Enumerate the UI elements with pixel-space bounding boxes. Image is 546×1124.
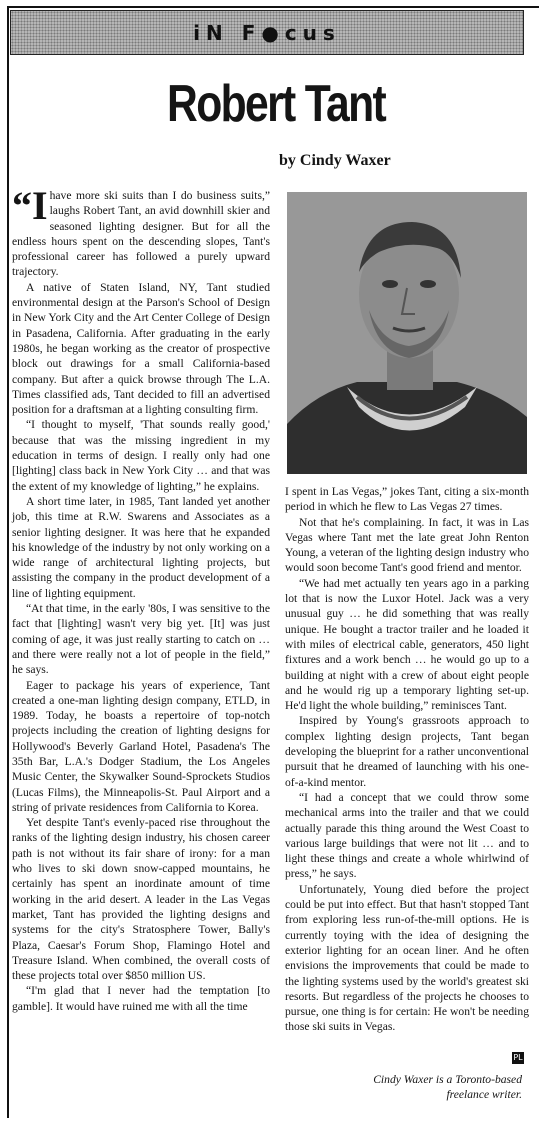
paragraph-text: have more ski suits than I do business suits,” laughs Robert Tant, an avid downhill skier and seasoned lighting designer. But for all the endless hours spent on the descending slopes, Tant's professional career has followed a purely upward trajectory. xyxy=(12,189,270,279)
credit-line: freelance writer. xyxy=(446,1088,522,1101)
author-credit xyxy=(290,1072,522,1102)
paragraph: A native of Staten Island, NY, Tant studied environmental design at the Parson's School of Design in New York City and the Art Center College of Design in Pasadena, California. After graduating in the early 1980s, he began working as the creator of prospective block out drawings for a small California-based company. But after a quick browse through The L.A. Times classified ads, Tant decided to fill an advertised position for a draftsman at a lighting consulting firm. xyxy=(12,280,270,417)
byline: by Cindy Waxer xyxy=(279,152,391,169)
paragraph: Yet despite Tant's evenly-paced rise throughout the ranks of the lighting design industry, his chosen career path is not without its fair share of irony: for a man who lives to ski down snow-capped mountains, he certainly has spent an inordinate amount of time working in the arid desert. A leader in the Las Vegas market, Tant has provided the lighting designs and systems for the city's Stratosphere Tower, Bally's Plaza, Caesar's Forum Shop, Flamingo Hotel and Treasure Island. When combined, the overall costs of these projects total over $850 million US. xyxy=(12,816,270,983)
paragraph-continued: I spent in Las Vegas,” jokes Tant, citing a six-month period in which he flew to Las Vegas 27 times. xyxy=(285,485,529,514)
portrait-photo xyxy=(287,192,527,474)
paragraph: A short time later, in 1985, Tant landed yet another job, this time at R.W. Swarens and Associates as a senior lighting designer. It was here that he expanded his knowledge of the industry by not only working on a wide range of architectural lighting projects, but assisting the company in the product development of a line of lighting equipment. xyxy=(12,494,270,600)
paragraph: Inspired by Young's grassroots approach to complex lighting design projects, Tant began developing the blueprint for a rather unconventional pursuit that he dreamed of launching with his one-of-a-kind mentor. xyxy=(285,714,529,789)
credit-line: Cindy Waxer is a Toronto-based xyxy=(373,1073,522,1086)
paragraph: Eager to package his years of experience, Tant created a one-man lighting design company, ETLD, in 1989. Today, he boasts a repertoire of top-notch projects including the creation of lighting designs for Hollywood's Beverly Garland Hotel, Pasadena's The 35th Bar, L.A.'s Dodger Stadium, the Los Angeles Music Center, the Skywalker Sound-Sprockets Studios (Lucas Films), the Minneapolis-St. Paul Airport and a string of private residences from California to Korea. xyxy=(12,678,270,814)
section-label: iN F●cus xyxy=(193,21,341,45)
paragraph: “I thought to myself, 'That sounds really good,' because that was the missing ingredient in my education in terms of design. I really only had one [lighting] class back in New York City … and that was the extent of my knowledge of lighting,” he explains. xyxy=(12,418,270,493)
paragraph: “I'm glad that I never had the temptation [to gamble]. It would have ruined me with all the time xyxy=(12,984,270,1013)
paragraph: “At that time, in the early '80s, I was sensitive to the fact that [lighting] wasn't very big yet. [It] was just coming of age, it was just really starting to catch on … and there were really not a lot of people in the field,” he says. xyxy=(12,602,270,677)
paragraph: Unfortunately, Young died before the project could be put into effect. But that hasn't stopped Tant from exploring less run-of-the-mill options. He is currently toying with the idea of designing the exterior lighting for an ocean liner. And he often envisions the improvements that could be made to the lighting systems used by the world's greatest ski resorts. But regardless of the projects he chooses to pursue, one thing is for certain: He won't be needing those ski suits in Vegas. xyxy=(285,882,529,1034)
lead-paragraph xyxy=(12,183,270,280)
paragraph: “We had met actually ten years ago in a parking lot that is now the Luxor Hotel. Jack was a very unusual guy … he did something that was really unique. He bought a tractor trailer and he loaded it with miles of electrical cable, generators, 450 light fixtures and a work bench … he would go up to a building at night with a crew of about eight people and he would rig up a temporary lighting set-up. He'd light the whole building,” reminisces Tant. xyxy=(285,576,529,713)
end-mark-icon: PL xyxy=(513,1053,523,1062)
drop-cap: “I xyxy=(12,183,48,228)
paragraph: Not that he's complaining. In fact, it was in Las Vegas where Tant met the late great John Renton Young, a veteran of the lighting design industry who would soon become Tant's good friend and mentor. xyxy=(285,515,529,575)
section-banner xyxy=(10,10,524,55)
article-title: Robert Tant xyxy=(167,75,386,133)
article-column-2 xyxy=(285,484,529,1035)
article-column-1 xyxy=(12,183,270,1014)
portrait-photo-icon xyxy=(287,192,527,474)
paragraph: “I had a concept that we could throw some mechanical arms into the trailer and that we could actually parade this thing around the West Coast to various large buildings that were not lit … and to light these things and create a whole whirlwind of press,” he says. xyxy=(285,790,529,881)
